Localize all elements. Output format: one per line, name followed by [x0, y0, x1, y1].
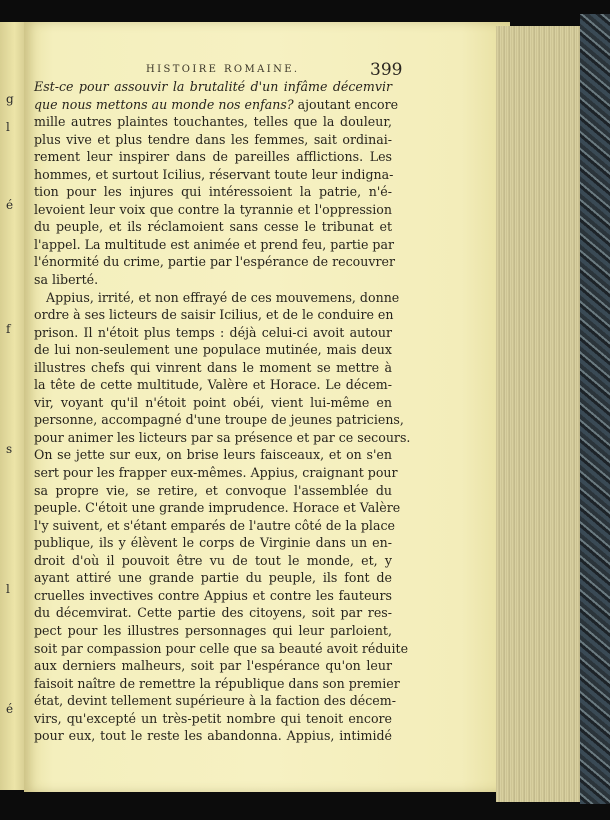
left-page-letter: g — [6, 92, 14, 106]
text-line: l'énormité du crime, partie par l'espérance de recouvrer — [34, 254, 395, 270]
text-line: du décemvirat. Cette partie des citoyens, soit par res- — [34, 605, 392, 621]
text-line: l'y suivent, et s'étant emparés de l'autre côté de la place — [34, 517, 395, 533]
text-line: peuple. C'étoit une grande imprudence. Horace et Valère — [34, 500, 401, 516]
text-line: Appius, irrité, et non effrayé de ces mouvemens, donne — [46, 289, 400, 305]
left-page-letter: l — [6, 582, 10, 596]
italic-quote: que nous mettons au monde nos enfans? — [34, 96, 294, 112]
text-line — [34, 96, 399, 114]
text-line: pect pour les illustres personnages qui leur parloient, — [34, 622, 392, 638]
text-line: illustres chefs qui vinrent dans le moment se mettre à — [34, 359, 392, 375]
left-page-letter: l — [6, 120, 10, 134]
text-line: sa liberté. — [34, 272, 99, 288]
running-head: HISTOIRE ROMAINE. — [146, 64, 300, 75]
text-line: mille autres plaintes touchantes, telles que la douleur, — [34, 114, 392, 130]
text-line: aux derniers malheurs, soit par l'espérance qu'on leur — [34, 658, 392, 674]
text-line: publique, ils y élèvent le corps de Virginie dans un en- — [34, 535, 392, 551]
text-line: rement leur inspirer dans de pareilles afflictions. Les — [34, 149, 392, 165]
text-line: vir, voyant qu'il n'étoit point obéi, vient lui-même en — [34, 394, 392, 410]
left-page-letter: s — [6, 442, 13, 456]
text-line: la tête de cette multitude, Valère et Horace. Le décem- — [34, 377, 392, 393]
left-page-letter: é — [6, 198, 14, 212]
text-line: sert pour les frapper eux-mêmes. Appius, craignant pour — [34, 465, 398, 481]
marbled-cover — [580, 14, 610, 804]
text-line: virs, qu'excepté un très-petit nombre qui tenoit encore — [34, 710, 392, 726]
page-number: 399 — [370, 60, 403, 80]
roman-text: ajoutant encore — [293, 96, 399, 112]
text-line: levoient leur voix que contre la tyrannie et l'oppression — [34, 201, 392, 217]
body-text — [34, 78, 411, 745]
left-page-letter: é — [6, 702, 14, 716]
text-line: ayant attiré une grande partie du peuple, ils font de — [34, 570, 392, 586]
text-line: cruelles invectives contre Appius et contre les fauteurs — [34, 587, 392, 603]
text-line: pour eux, tout le reste les abandonna. Appius, intimidé — [34, 728, 392, 744]
left-page-letter: f — [6, 322, 11, 336]
text-line: pour animer les licteurs par sa présence et par ce secours. — [34, 429, 411, 445]
text-line: de lui non-seulement une populace mutinée, mais deux — [34, 342, 392, 358]
text-line: tion pour les injures qui intéressoient la patrie, n'é- — [34, 184, 392, 200]
text-line: prison. Il n'étoit plus temps : déjà celui-ci avoit autour — [34, 324, 392, 340]
text-line: droit d'où il pouvoit être vu de tout le monde, et, y — [34, 552, 392, 568]
text-line: soit par compassion pour celle que sa beauté avoit réduite — [34, 640, 409, 656]
text-line: sa propre vie, se retire, et convoque l'assemblée du — [34, 482, 392, 498]
text-line: hommes, et surtout Icilius, réservant toute leur indigna- — [34, 166, 394, 182]
text-line: personne, accompagné d'une troupe de jeunes patriciens, — [34, 412, 404, 428]
text-line: l'appel. La multitude est animée et prend feu, partie par — [34, 236, 395, 252]
text-line: état, devint tellement supérieure à la faction des décem- — [34, 693, 396, 709]
text-line: Est-ce pour assouvir la brutalité d'un infâme décemvir — [34, 79, 392, 94]
text-line: du peuple, et ils réclamoient sans cesse le tribunat et — [34, 219, 392, 235]
text-line: plus vive et plus tendre dans les femmes, sait ordinai- — [34, 131, 392, 147]
text-line: ordre à ses licteurs de saisir Icilius, et de le conduire en — [34, 307, 394, 323]
text-line: faisoit naître de remettre la république dans son premier — [34, 675, 400, 691]
text-line: On se jette sur eux, on brise leurs faisceaux, et on s'en — [34, 447, 392, 463]
page-fore-edge — [496, 26, 584, 802]
left-page-edge — [0, 22, 24, 790]
